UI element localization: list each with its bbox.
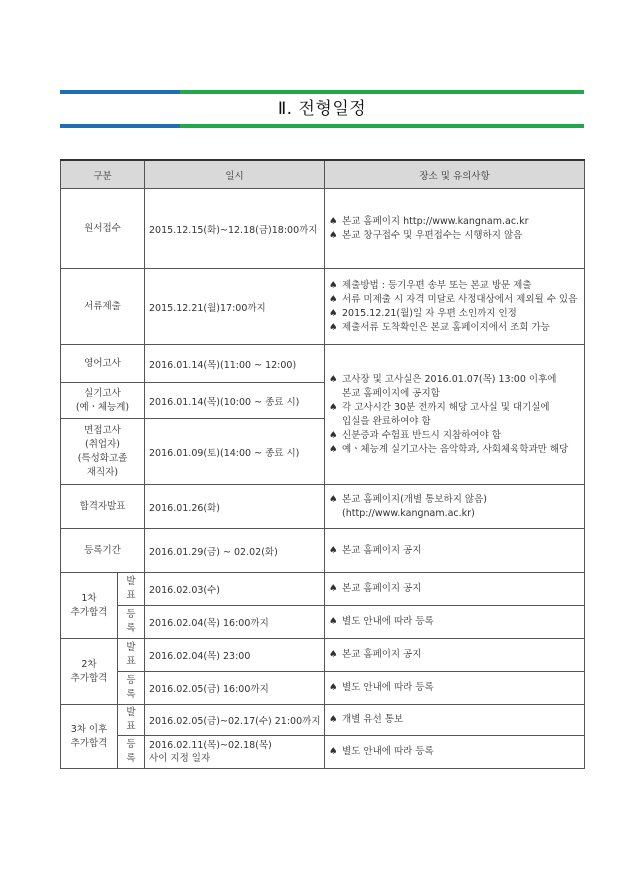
spade-icon: ♠	[329, 215, 338, 227]
list-item: ♠ 별도 안내에 따라 등록	[329, 682, 434, 693]
round-label: 1차 추가합격	[61, 573, 118, 639]
row-label: 등록기간	[61, 529, 145, 573]
row-date: 2016.01.14(목)(10:00 ~ 종료 시)	[145, 383, 325, 419]
spade-icon: ♠	[329, 714, 338, 725]
bottom-color-band	[60, 124, 584, 128]
spade-icon: ♠	[329, 746, 338, 757]
row-notes	[325, 529, 585, 573]
top-color-band	[60, 90, 584, 94]
list-item: ♠ 2015.12.21(월)일 자 우편 소인까지 인정	[329, 307, 517, 319]
header-notes: 장소 및 유의사항	[325, 160, 585, 189]
list-item: ♠ 본교 홈페이지 http://www.kangnam.ac.kr	[329, 215, 529, 227]
spade-icon: ♠	[329, 279, 338, 291]
list-item: ♠ 별도 안내에 따라 등록	[329, 616, 434, 627]
spade-icon: ♠	[329, 493, 338, 505]
row-notes	[325, 672, 585, 705]
table-header-row	[61, 160, 585, 189]
row-date: 2015.12.21(월)17:00까지	[145, 269, 325, 345]
row-date: 2016.01.09(토)(14:00 ~ 종료 시)	[145, 419, 325, 485]
row-notes	[325, 573, 585, 606]
exam-notes	[325, 345, 585, 485]
row-date: 2016.02.05(금)~02.17(수) 21:00까지	[145, 705, 325, 736]
list-item: ♠ 본교 홈페이지 공지	[329, 649, 422, 660]
list-item: ♠ 개별 유선 통보	[329, 714, 404, 725]
header-category: 구분	[61, 160, 145, 189]
table-row	[61, 529, 585, 573]
band-green-segment	[180, 124, 584, 128]
band-blue-segment	[60, 90, 180, 94]
list-item: ♠ 제출서류 도착확인은 본교 홈페이지에서 조회 가능	[329, 321, 550, 333]
header-datetime: 일시	[145, 160, 325, 189]
sub-label: 등록	[118, 672, 145, 705]
schedule-table	[60, 159, 585, 769]
row-label: 실기고사 (예ㆍ체능계)	[61, 383, 145, 419]
table-row	[61, 639, 585, 672]
row-date: 2016.02.04(목) 23:00	[145, 639, 325, 672]
table-row	[61, 189, 585, 269]
table-row	[61, 606, 585, 639]
spade-icon: ♠	[329, 321, 338, 333]
sub-label: 발표	[118, 639, 145, 672]
list-item: ♠ 신분증과 수험표 반드시 지참하여야 함	[329, 429, 501, 441]
row-label: 합격자발표	[61, 485, 145, 529]
row-label: 영어고사	[61, 345, 145, 383]
table-row	[61, 485, 585, 529]
table-row	[61, 269, 585, 345]
row-notes	[325, 606, 585, 639]
row-notes	[325, 269, 585, 345]
list-item: ♠ 서류 미제출 시 자격 미달로 사정대상에서 제외될 수 있음	[329, 293, 578, 305]
row-label: 면접고사 (취업자) (특성화고졸 재직자)	[61, 419, 145, 485]
row-notes	[325, 189, 585, 269]
sub-label: 등록	[118, 606, 145, 639]
list-item: ♠ 본교 홈페이지(개별 통보하지 않음)	[329, 493, 487, 505]
row-label: 원서접수	[61, 189, 145, 269]
table-row	[61, 345, 585, 383]
row-date: 2015.12.15(화)~12.18(금)18:00까지	[145, 189, 325, 269]
spade-icon: ♠	[329, 616, 338, 627]
row-date: 2016.02.05(금) 16:00까지	[145, 672, 325, 705]
row-notes	[325, 485, 585, 529]
sub-label: 발표	[118, 573, 145, 606]
section-title: Ⅱ. 전형일정	[277, 99, 367, 119]
list-item-continuation: (http://www.kangnam.ac.kr)	[342, 507, 475, 519]
spade-icon: ♠	[329, 443, 338, 455]
list-item: ♠ 본교 홈페이지 공지	[329, 583, 422, 594]
band-blue-segment	[60, 124, 180, 128]
sub-label: 등록	[118, 736, 145, 769]
table-row	[61, 705, 585, 736]
row-date: 2016.01.29(금) ~ 02.02(화)	[145, 529, 325, 573]
list-item-continuation: 본교 홈페이지에 공지함	[342, 387, 440, 399]
spade-icon: ♠	[329, 307, 338, 319]
row-date: 2016.02.04(목) 16:00까지	[145, 606, 325, 639]
spade-icon: ♠	[329, 401, 338, 413]
spade-icon: ♠	[329, 583, 338, 594]
table-row	[61, 736, 585, 769]
spade-icon: ♠	[329, 373, 338, 385]
row-date: 2016.02.03(수)	[145, 573, 325, 606]
list-item-continuation: 입실을 완료하여야 함	[342, 415, 431, 427]
spade-icon: ♠	[329, 229, 338, 241]
spade-icon: ♠	[329, 293, 338, 305]
list-item: ♠ 본교 창구접수 및 우편접수는 시행하지 않음	[329, 229, 523, 241]
spade-icon: ♠	[329, 649, 338, 660]
round-label: 3차 이후 추가합격	[61, 705, 118, 769]
list-item: ♠ 제출방법 : 등기우편 송부 또는 본교 방문 제출	[329, 279, 532, 291]
table-row	[61, 672, 585, 705]
list-item: ♠ 각 고사시간 30분 전까지 해당 고사실 및 대기실에	[329, 401, 550, 413]
round-label: 2차 추가합격	[61, 639, 118, 705]
list-item: ♠ 예ㆍ체능계 실기고사는 음악학과, 사회체육학과만 해당	[329, 443, 569, 455]
row-label: 서류제출	[61, 269, 145, 345]
list-item: ♠ 별도 안내에 따라 등록	[329, 746, 434, 757]
list-item: ♠ 고사장 및 고사실은 2016.01.07(목) 13:00 이후에	[329, 373, 557, 385]
spade-icon: ♠	[329, 682, 338, 693]
row-date: 2016.02.11(목)~02.18(목) 사이 지정 일자	[145, 736, 325, 769]
sub-label: 발표	[118, 705, 145, 736]
row-notes	[325, 736, 585, 769]
row-notes	[325, 639, 585, 672]
row-notes	[325, 705, 585, 736]
row-date: 2016.01.26(화)	[145, 485, 325, 529]
spade-icon: ♠	[329, 429, 338, 441]
spade-icon: ♠	[329, 544, 338, 556]
list-item: ♠ 본교 홈페이지 공지	[329, 544, 422, 556]
table-row	[61, 573, 585, 606]
band-green-segment	[180, 90, 584, 94]
row-date: 2016.01.14(목)(11:00 ~ 12:00)	[145, 345, 325, 383]
